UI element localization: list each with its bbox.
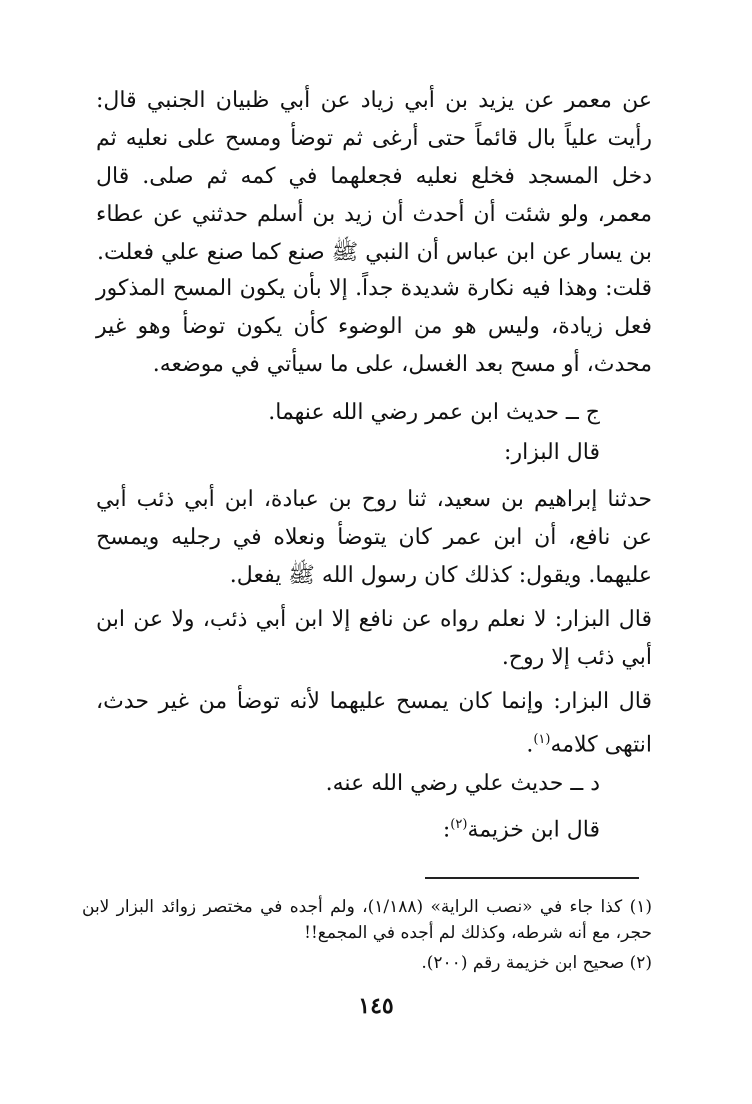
paragraph-commentary: قلت: وهذا فيه نكارة شديدة جداً. إلا بأن يكون المسح المذكور فعل زيادة، وليس هو من الوضوء كأن يكون توضأ وهو غير محدث، أو مسح بعد الغسل، على ما سيأتي في موضعه. (96, 276, 652, 377)
paragraph-end-mark: . (526, 732, 534, 758)
paragraph-narration: عن معمر عن يزيد بن أبي زياد عن أبي ظبيان الجنبي قال: رأيت علياً بال قائماً حتى أرغى ثم توضأ ومسح على نعليه ثم دخل المسجد فخلع نعليه فجعلهما في كمه ثم صلى. قال معمر، ولو شئت أن أحدث أن زيد بن أسلم حدثني عن عطاء بن يسار عن ابن عباس أن النبي ﷺ صنع كما صنع علي فعلت. (96, 88, 652, 265)
footnote-1: (١) كذا جاء في «نصب الراية» (١/١٨٨)، ولم أجده في مختصر زوائد البزار لابن حجر، مع أنه شرطه، وكذلك لم أجده في المجمع!! (82, 897, 652, 943)
ibn-khuzayma-text: قال ابن خزيمة (467, 817, 600, 843)
footnote-2: (٢) صحيح ابن خزيمة رقم (٢٠٠). (421, 953, 652, 973)
ibn-khuzayma-colon: : (442, 817, 451, 843)
page-number: ١٤٥ (358, 993, 394, 1019)
footnote-marker-2: (٢) (450, 817, 468, 832)
paragraph-hadith-chain: حدثنا إبراهيم بن سعيد، ثنا روح بن عبادة، ابن أبي ذئب أبي عن نافع، أن ابن عمر كان يتوضأ ونعلاه في رجليه ويمسح عليهما. ويقول: كذلك كان رسول الله ﷺ يفعل. (96, 487, 652, 588)
section-heading-ali: د ــ حديث علي رضي الله عنه. (325, 771, 600, 796)
footnote-marker-1: (١) (533, 732, 551, 747)
section-heading-ibn-umar: ج ــ حديث ابن عمر رضي الله عنهما. (268, 400, 600, 425)
paragraph-bazzar-remark: قال البزار: لا نعلم رواه عن نافع إلا ابن أبي ذئب، ولا عن ابن أبي ذئب إلا روح. (96, 607, 652, 670)
paragraph-bazzar-explanation (96, 683, 652, 764)
ibn-khuzayma-label (443, 806, 600, 849)
bazzar-label: قال البزار: (504, 440, 600, 465)
footnote-divider (425, 877, 639, 879)
paragraph-bazzar-explanation-text: قال البزار: وإنما كان يمسح عليهما لأنه توضأ من غير حدث، انتهى كلامه (96, 689, 652, 758)
